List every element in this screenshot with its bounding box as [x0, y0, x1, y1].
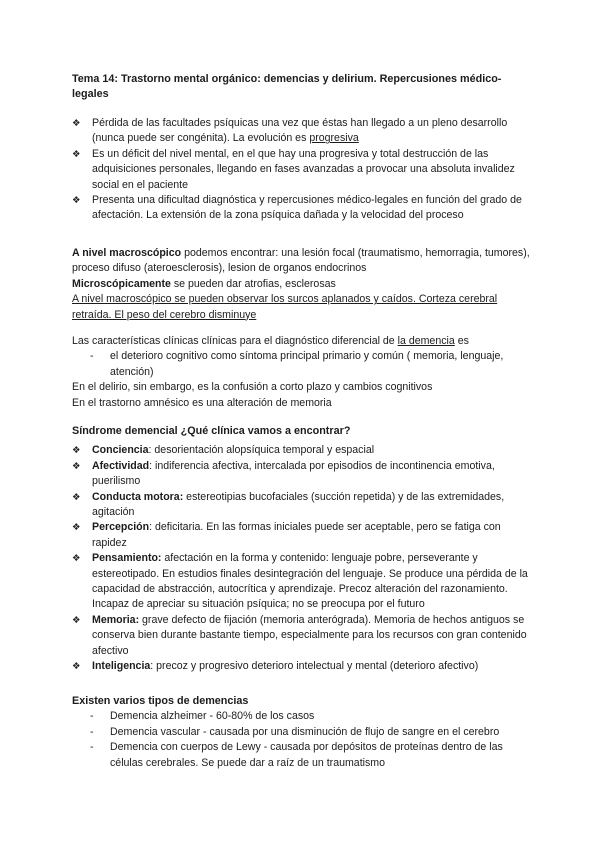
diamond-bullet-icon: ❖ [72, 491, 81, 503]
list-item: ❖ Presenta una dificultad diagnóstica y repercusiones médico-legales en función del grado de afectación. La extensión de la zona psíquica dañada y la velocidad del proceso [72, 194, 522, 222]
diamond-bullet-icon: ❖ [72, 148, 81, 160]
list-item: - Demencia vascular - causada por una disminución de flujo de sangre en el cerebro [90, 725, 500, 738]
differential-list [72, 349, 532, 380]
list-item: ❖ Es un déficit del nivel mental, en el que hay una progresiva y total destrucción de las adquisiciones personales, llegando en fases avanzadas a provocar una absoluta invalidez social en el paciente [72, 147, 515, 191]
list-item: ❖ Percepción: deficitaria. En las formas iniciales puede ser aceptable, pero se fatiga con rapidez [72, 521, 501, 549]
macro-underlined-line: A nivel macroscópico se pueden observar los surcos aplanados y caídos. Corteza cerebral retraída. El peso del cerebro disminuye [72, 293, 498, 321]
differential-section [72, 334, 532, 411]
list-item: ❖ Conducta motora: estereotipias bucofaciales (succión repetida) y de las extremidades, agitación [72, 490, 505, 519]
micro-paragraph: Microscópicamente se pueden dar atrofias, esclerosas [72, 277, 336, 290]
diamond-bullet-icon: ❖ [72, 553, 81, 565]
macro-section [72, 246, 532, 323]
list-item: - Demencia alzheimer - 60-80% de los casos [90, 710, 315, 723]
sindrome-section [72, 424, 532, 675]
list-item: ❖ Memoria: grave defecto de fijación (memoria anterógrada). Memoria de hechos antiguos se conserva bien durante bastante tiempo, especialmente para los recursos con gran contenido afectivo [72, 613, 527, 657]
diamond-bullet-icon: ❖ [72, 522, 81, 534]
list-item: ❖ Inteligencia: precoz y progresivo deterioro intelectual y mental (deterioro afectivo) [72, 659, 532, 674]
macro-paragraph: A nivel macroscópico podemos encontrar: una lesión focal (traumatismo, hemorragia, tumores), proceso difuso (ateroesclerosis), lesion de organos endocrinos [72, 247, 530, 275]
diamond-bullet-icon: ❖ [72, 118, 81, 129]
list-item: ❖ Pensamiento: afectación en la forma y contenido: lenguaje pobre, perseverante y estereotipado. En estudios finales desintegración del lenguaje. Se produce una pérdida de la capacidad de abstracción, autocrítica y aprendizaje. Precoz alteración del razonamiento. Incapaz de apreciar su situación psíquica; no se preocupa por el futuro [72, 552, 528, 611]
intro-section [72, 116, 532, 224]
list-item: - Demencia con cuerpos de Lewy - causada por depósitos de proteínas dentro de las células cerebrales. Se puede dar a raíz de un traumatismo [90, 741, 503, 769]
sindrome-heading: Síndrome demencial ¿Qué clínica vamos a encontrar? [72, 425, 351, 437]
diamond-bullet-icon: ❖ [72, 661, 81, 673]
diamond-bullet-icon: ❖ [72, 614, 81, 626]
differential-intro: Las características clínicas clínicas para el diagnóstico diferencial de la demencia es [72, 335, 469, 347]
diamond-bullet-icon: ❖ [72, 445, 81, 457]
delirio-line: En el delirio, sin embargo, es la confusión a corto plazo y cambios cognitivos [72, 381, 433, 394]
list-item: ❖ Conciencia: desorientación alopsíquica temporal y espacial [72, 443, 532, 458]
diamond-bullet-icon: ❖ [72, 195, 81, 207]
list-item: ❖ Pérdida de las facultades psíquicas una vez que éstas han llegado a un pleno desarrollo (nunca puede ser congénita). La evolución es progresiva [72, 117, 508, 145]
tipos-section [72, 694, 532, 771]
tipos-heading: Existen varios tipos de demencias [72, 695, 249, 707]
list-item: - el deterioro cognitivo como síntoma principal primario y común ( memoria, lenguaje, atención) [90, 350, 504, 378]
tipos-list [72, 709, 532, 771]
amnesico-line: En el trastorno amnésico es una alteración de memoria [72, 396, 332, 409]
diamond-bullet-icon: ❖ [72, 460, 81, 472]
sindrome-bullet-list [72, 443, 532, 674]
page-title: Tema 14: Trastorno mental orgánico: demencias y delirium. Repercusiones médico-legales [72, 73, 502, 100]
intro-bullet-list [72, 116, 532, 224]
list-item: ❖ Afectividad: indiferencia afectiva, intercalada por episodios de incontinencia emotiva, puerilismo [72, 459, 495, 488]
